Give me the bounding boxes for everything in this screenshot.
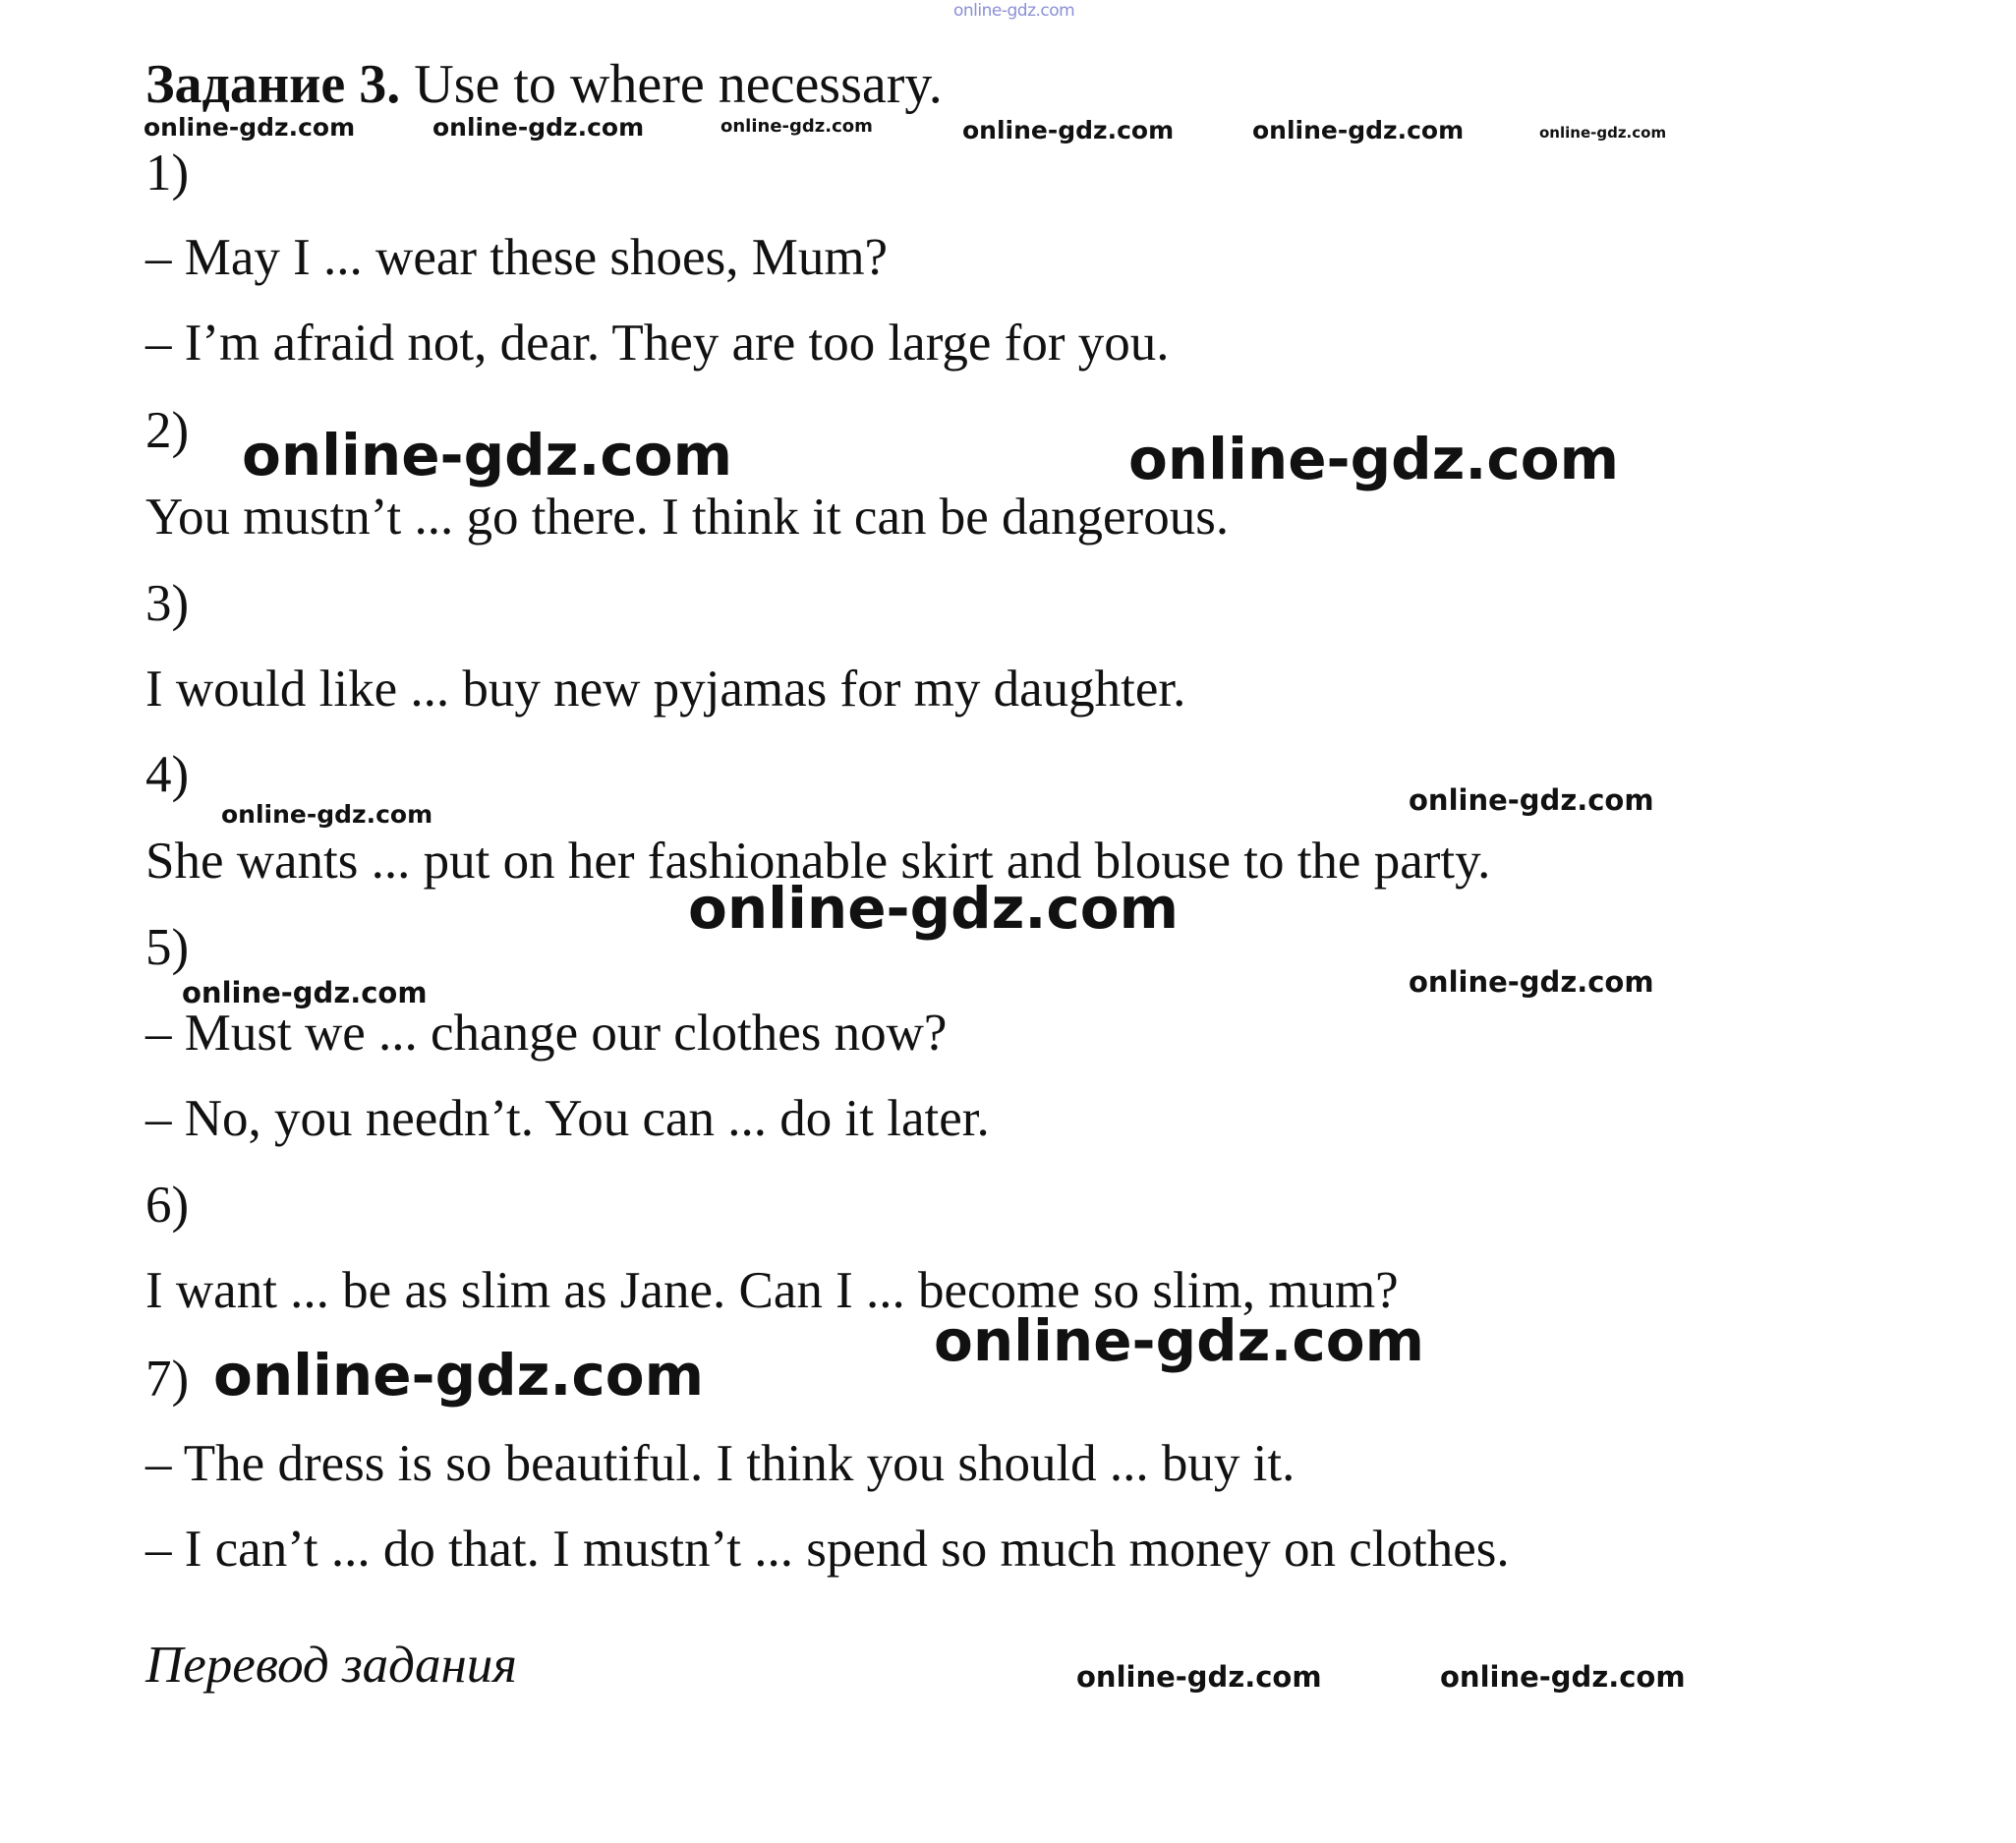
watermark: online-gdz.com xyxy=(1440,1660,1686,1694)
watermark: online-gdz.com xyxy=(144,113,356,142)
watermark: online-gdz.com xyxy=(688,875,1180,942)
exercise-number: 5) xyxy=(145,919,190,976)
exercise-number: 2) xyxy=(145,402,190,459)
exercise-line: – I can’t ... do that. I mustn’t ... spend so much money on clothes. xyxy=(145,1521,1510,1578)
watermark: online-gdz.com xyxy=(1539,124,1667,142)
exercise-line: – May I ... wear these shoes, Mum? xyxy=(145,229,889,286)
watermark-top: online-gdz.com xyxy=(953,1,1075,21)
exercise-line: – Must we ... change our clothes now? xyxy=(145,1005,948,1062)
task-title xyxy=(145,54,943,115)
exercise-line: I want ... be as slim as Jane. Can I ... become so slim, mum? xyxy=(145,1262,1399,1319)
exercise-number: 1) xyxy=(145,144,190,202)
exercise-number: 6) xyxy=(145,1177,190,1234)
exercise-number: 3) xyxy=(145,575,190,632)
task-instruction: Use to where necessary. xyxy=(414,54,943,115)
watermark: online-gdz.com xyxy=(182,976,428,1009)
watermark: online-gdz.com xyxy=(1409,965,1654,999)
watermark: online-gdz.com xyxy=(221,800,433,829)
watermark: online-gdz.com xyxy=(213,1342,705,1409)
watermark: online-gdz.com xyxy=(1128,426,1620,492)
watermark: online-gdz.com xyxy=(242,422,733,489)
exercise-line: She wants ... put on her fashionable skirt and blouse to the party. xyxy=(145,833,1491,890)
translation-heading: Перевод задания xyxy=(145,1637,517,1694)
exercise-line: I would like ... buy new pyjamas for my daughter. xyxy=(145,661,1186,718)
exercise-line: You mustn’t ... go there. I think it can be dangerous. xyxy=(145,489,1230,546)
watermark: online-gdz.com xyxy=(1409,783,1654,817)
exercise-line: – No, you needn’t. You can ... do it later. xyxy=(145,1090,990,1147)
exercise-number: 7) xyxy=(145,1351,190,1408)
task-label: Задание 3. xyxy=(145,54,401,115)
watermark: online-gdz.com xyxy=(934,1307,1425,1374)
exercise-line: – I’m afraid not, dear. They are too large for you. xyxy=(145,315,1170,372)
watermark: online-gdz.com xyxy=(432,113,645,142)
watermark: online-gdz.com xyxy=(1252,116,1465,144)
exercise-line: – The dress is so beautiful. I think you should ... buy it. xyxy=(145,1435,1296,1492)
exercise-number: 4) xyxy=(145,746,190,803)
watermark: online-gdz.com xyxy=(962,116,1175,144)
watermark: online-gdz.com xyxy=(1076,1660,1322,1694)
watermark: online-gdz.com xyxy=(720,116,873,137)
